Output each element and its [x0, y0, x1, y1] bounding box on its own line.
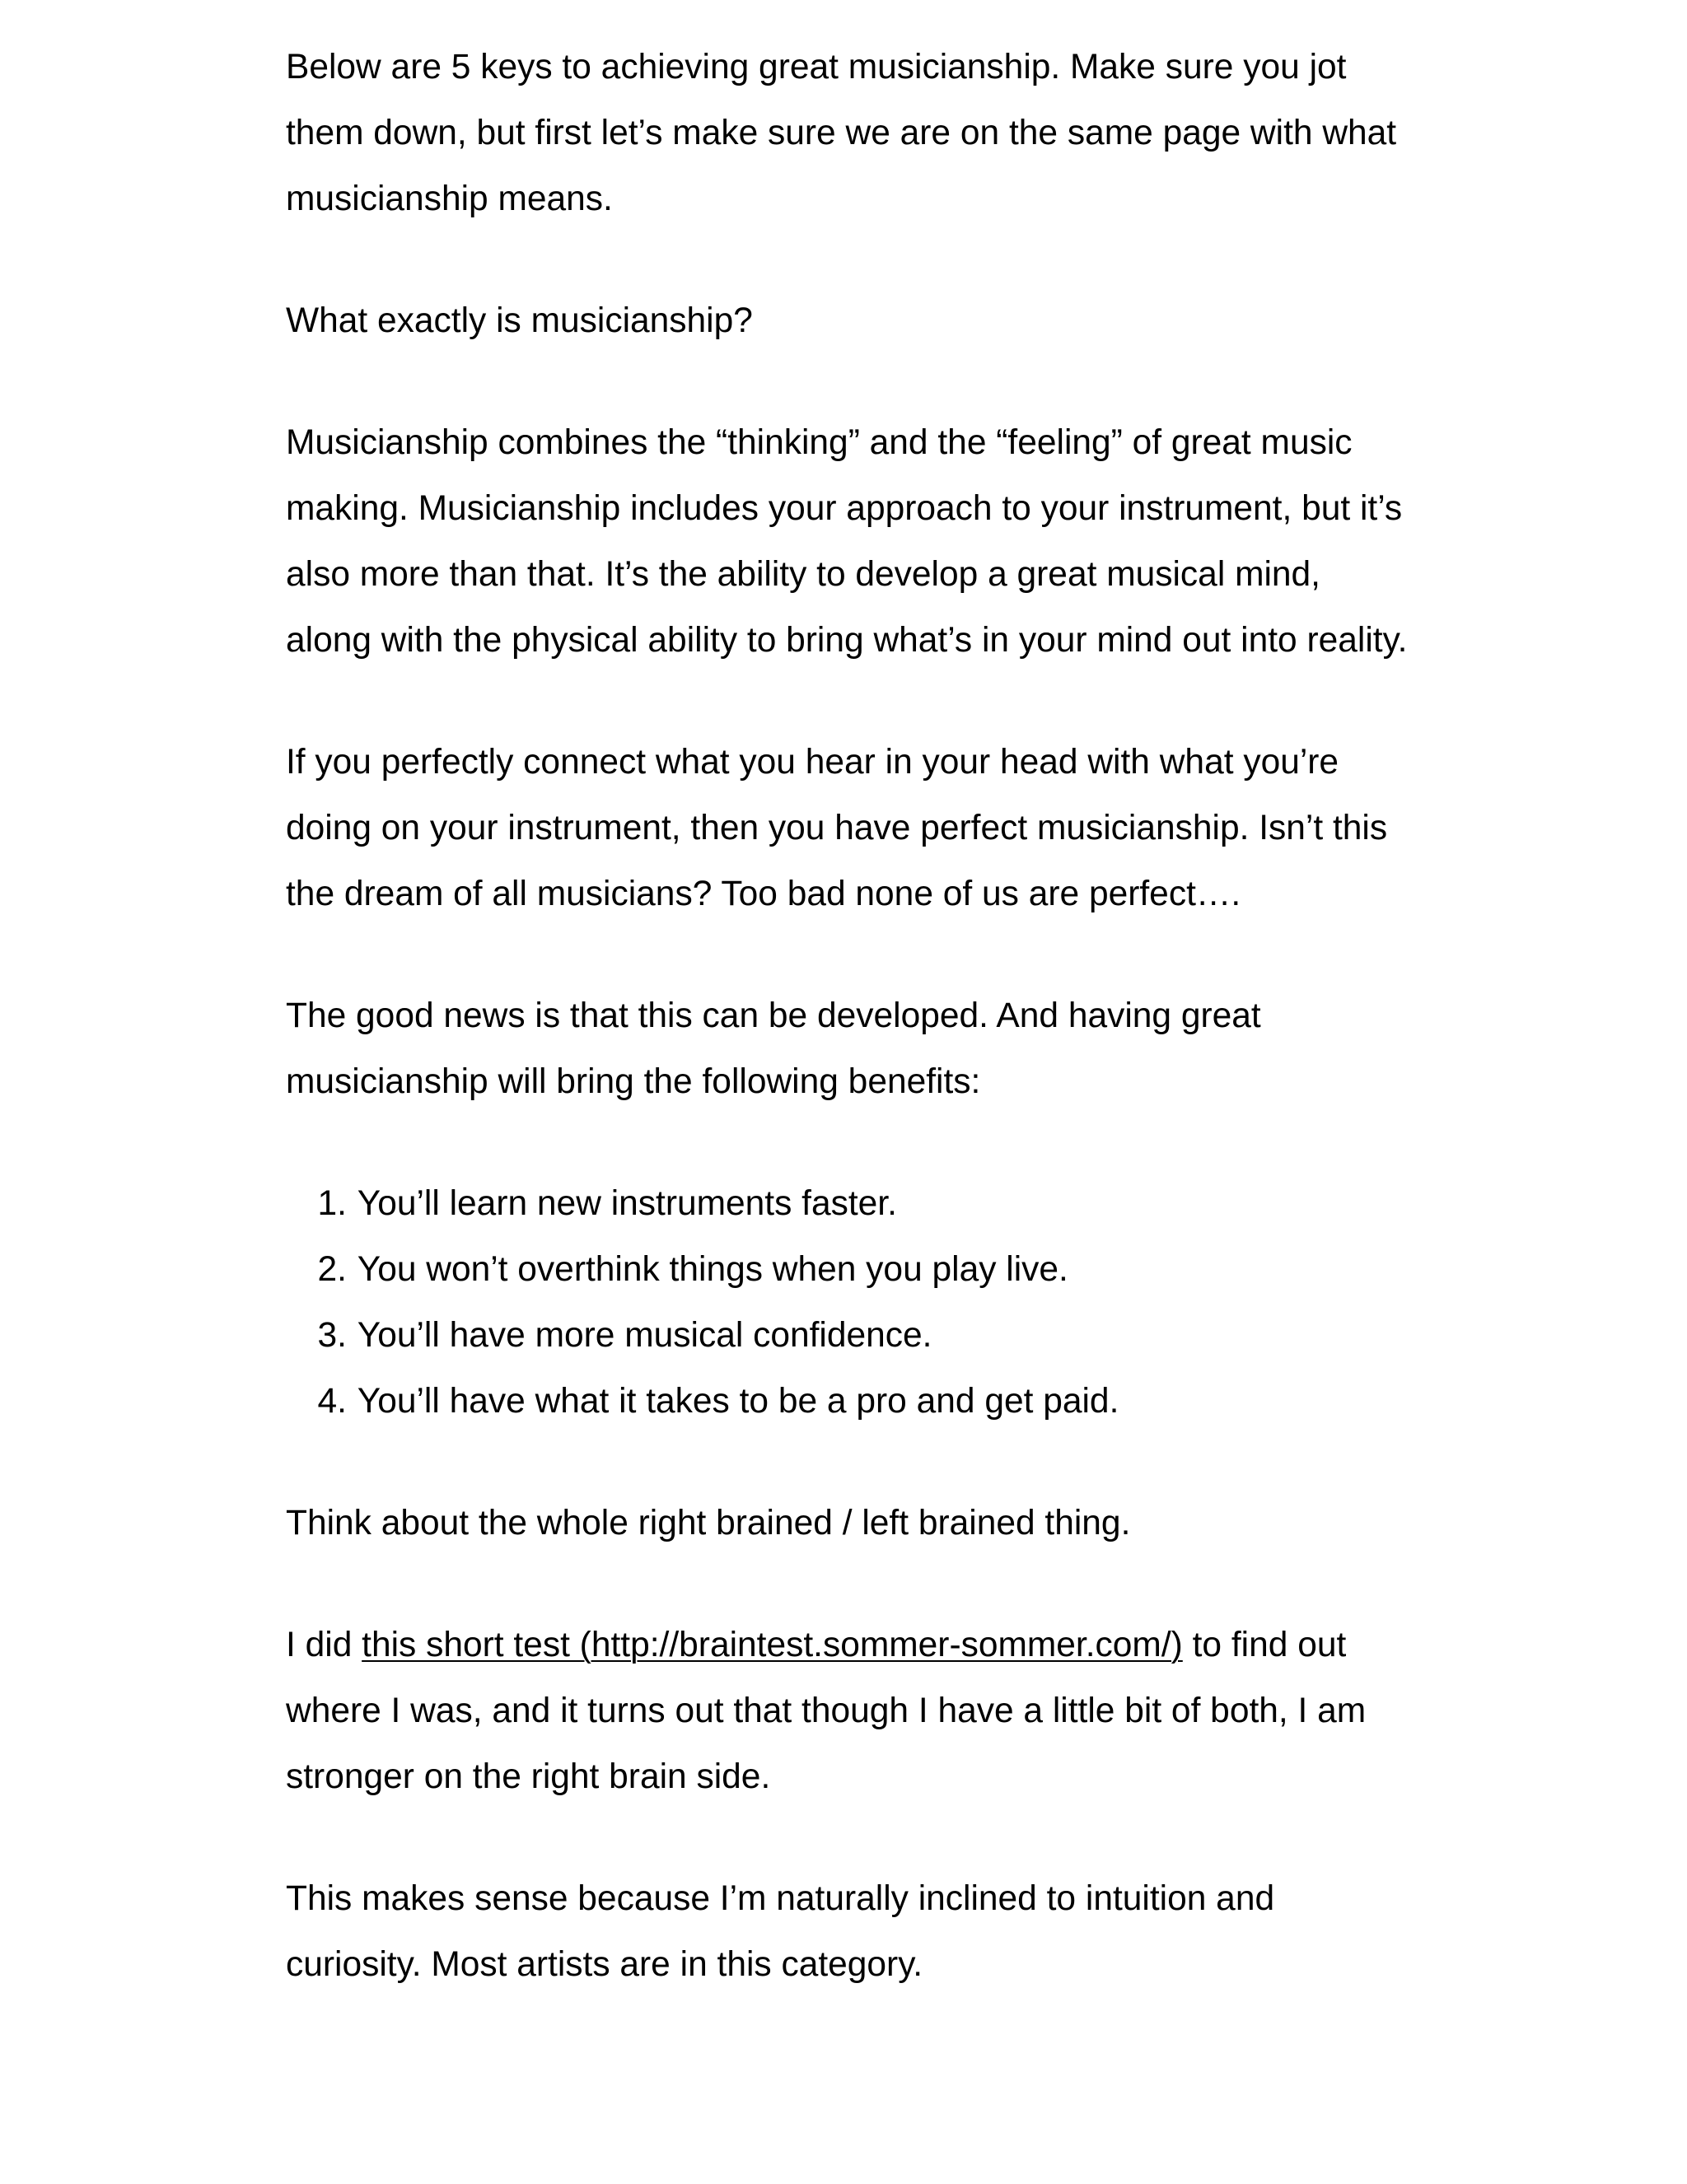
list-item: [286, 1369, 1414, 1435]
list-item-text: You’ll learn new instruments faster.: [357, 1184, 897, 1223]
list-item: [286, 1171, 1414, 1237]
list-item-text: You won’t overthink things when you play live.: [357, 1250, 1068, 1289]
list-item-text: You’ll have what it takes to be a pro and get paid.: [357, 1382, 1119, 1421]
list-item-number: 3.: [317, 1316, 347, 1355]
brain-test-link[interactable]: this short test (http://braintest.sommer-sommer.com/): [362, 1626, 1183, 1664]
question-heading: What exactly is musicianship?: [286, 301, 753, 340]
list-item-text: You’ll have more musical confidence.: [357, 1316, 932, 1355]
benefits-list: [286, 1171, 1414, 1435]
article-body: [286, 35, 1414, 2054]
test-paragraph-lead: I did: [286, 1626, 362, 1664]
test-paragraph: [286, 1612, 1414, 1810]
benefits-intro-paragraph: The good news is that this can be developed. And having great musicianship will bring the following benefits:: [286, 996, 1261, 1101]
definition-paragraph: Musicianship combines the “thinking” and the “feeling” of great music making. Musicianship includes your approach to your instrument, but it’s also more than that. It’s the ability to develop a great musical mind, along with the physical ability to bring what’s in your mind out into reality.: [286, 423, 1408, 660]
brain-paragraph: Think about the whole right brained / left brained thing.: [286, 1504, 1131, 1542]
list-item-number: 1.: [317, 1184, 347, 1223]
list-item-number: 4.: [317, 1382, 347, 1421]
list-item: [286, 1237, 1414, 1303]
perfect-musicianship-paragraph: If you perfectly connect what you hear in your head with what you’re doing on your instrument, then you have perfect musicianship. Isn’t this the dream of all musicians? Too bad none of us are perfect….: [286, 743, 1388, 913]
intro-paragraph: Below are 5 keys to achieving great musicianship. Make sure you jot them down, but first let’s make sure we are on the same page with what musicianship means.: [286, 48, 1397, 218]
list-item: [286, 1303, 1414, 1369]
list-item-number: 2.: [317, 1250, 347, 1289]
test-paragraph-rest: to find out where I was, and it turns out that though I have a little bit of both, I am stronger on the right brain side.: [286, 1626, 1367, 1796]
closing-paragraph: This makes sense because I’m naturally inclined to intuition and curiosity. Most artists are in this category.: [286, 1879, 1275, 1984]
